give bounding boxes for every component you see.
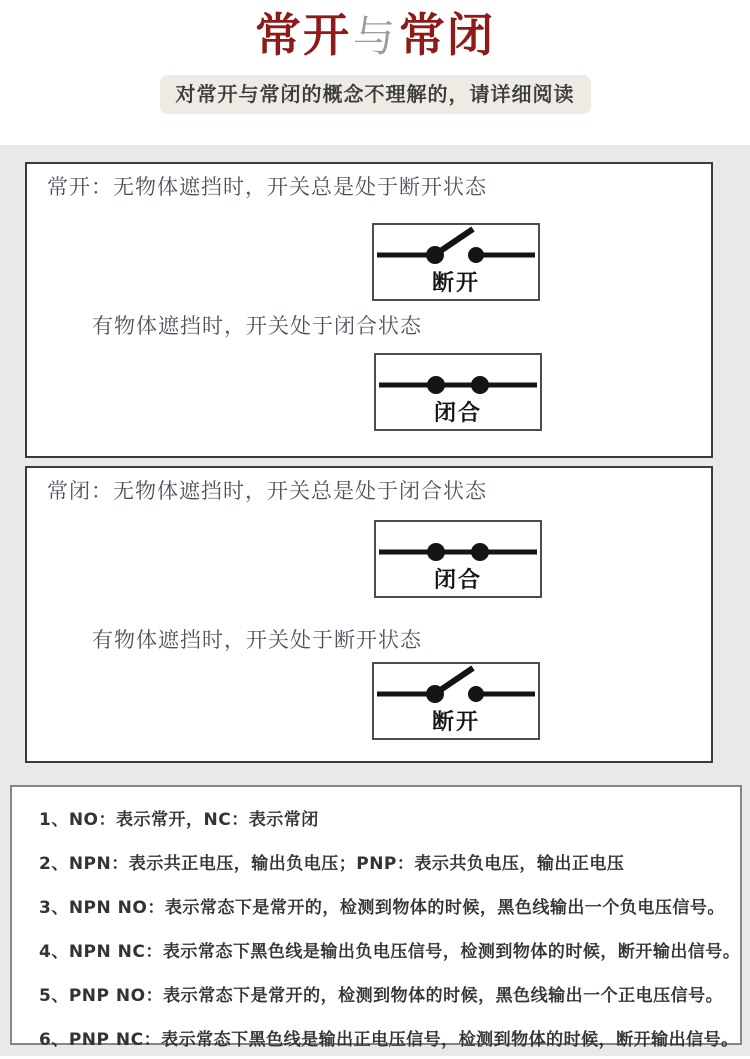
- note-text: 1、NO：表示常开，NC：表示常闭: [39, 809, 319, 830]
- closed-switch-diagram: [374, 353, 542, 431]
- title-left: 常开: [254, 8, 351, 62]
- note-text: 5、PNP NO：表示常态下是常开的，检测到物体的时候，黑色线输出一个正电压信号。: [39, 985, 724, 1006]
- open-switch-diagram: [372, 662, 540, 740]
- normally-closed-section: [25, 466, 713, 763]
- normally-open-section: [25, 162, 713, 458]
- title-right: 常闭: [399, 8, 495, 62]
- nc-unblocked-description: 常闭：无物体遮挡时，开关总是处于闭合状态: [47, 479, 487, 503]
- switch-state-label: 断开: [431, 710, 480, 735]
- switch-state-label: 闭合: [433, 401, 482, 426]
- header: [0, 0, 750, 145]
- note-text: 3、NPN NO：表示常态下是常开的，检测到物体的时候，黑色线输出一个负电压信号。: [39, 897, 725, 918]
- no-unblocked-description: 常开：无物体遮挡时，开关总是处于断开状态: [47, 175, 487, 199]
- note-item: [39, 795, 730, 839]
- title-connector: 与: [352, 12, 397, 61]
- no-blocked-description: 有物体遮挡时，开关处于闭合状态: [92, 314, 422, 338]
- notes-box: [10, 785, 742, 1050]
- nc-blocked-description: 有物体遮挡时，开关处于断开状态: [92, 628, 422, 652]
- note-item: [39, 839, 730, 883]
- content-panel: [0, 145, 750, 1056]
- subtitle-banner: 对常开与常闭的概念不理解的，请详细阅读: [160, 75, 591, 114]
- note-item: [39, 883, 730, 927]
- switch-state-label: 断开: [431, 271, 480, 296]
- note-text: 6、PNP NC：表示常态下黑色线是输出正电压信号，检测到物体的时候，断开输出信号。: [39, 1029, 739, 1050]
- closed-switch-diagram: [374, 520, 542, 598]
- switch-state-label: 闭合: [433, 568, 482, 593]
- note-item: [39, 927, 741, 971]
- note-item: [39, 1015, 739, 1059]
- open-switch-diagram: [372, 223, 540, 301]
- note-text: 2、NPN：表示共正电压，输出负电压；PNP：表示共负电压，输出正电压: [39, 853, 625, 874]
- page-title: [0, 6, 750, 66]
- note-item: [39, 971, 730, 1015]
- note-text: 4、NPN NC：表示常态下黑色线是输出负电压信号，检测到物体的时候，断开输出信号。: [39, 941, 741, 962]
